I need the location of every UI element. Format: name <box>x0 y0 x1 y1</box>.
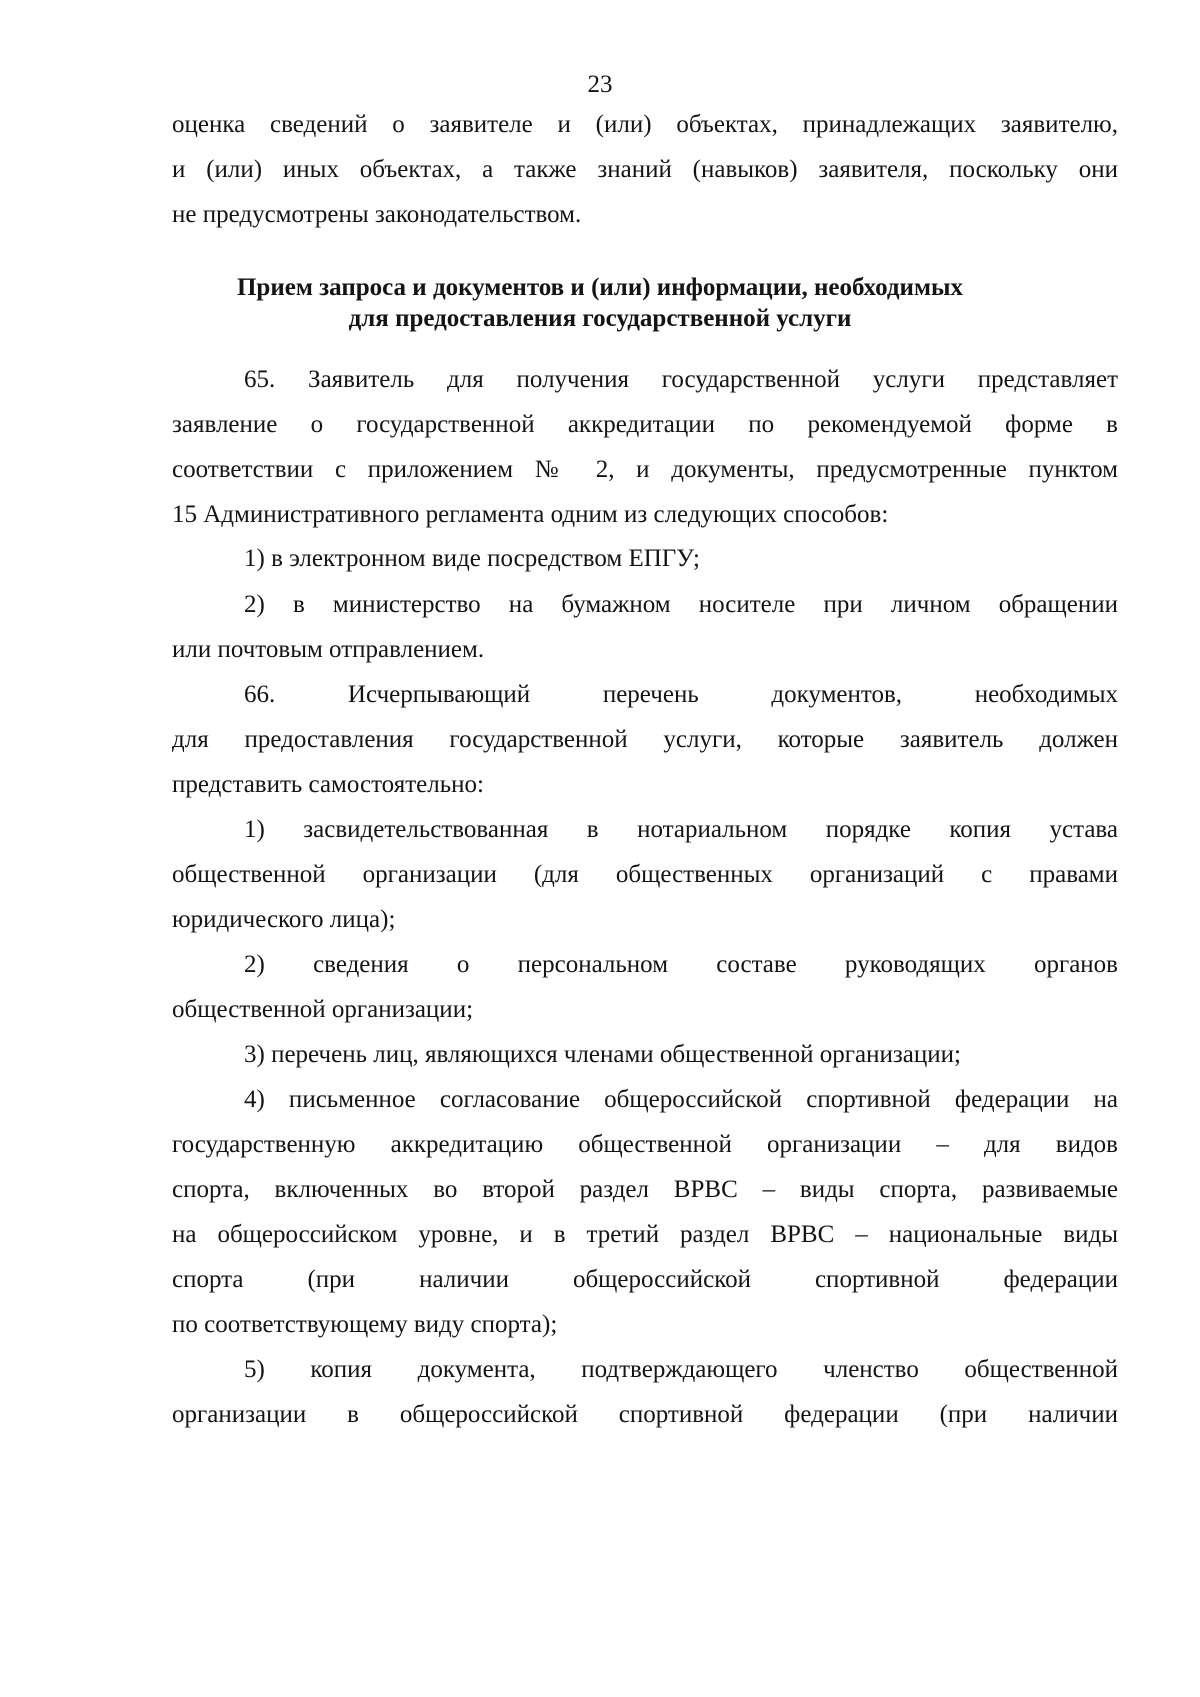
section-heading-line-2: для предоставления государственной услуги <box>348 305 852 332</box>
list-item-66-2-line-2: общественной организации; <box>172 996 474 1023</box>
section-heading-line-1: Прием запроса и документов и (или) информации, необходимых <box>236 274 963 301</box>
page-number: 23 <box>587 71 613 98</box>
list-item-66-3: 3) перечень лиц, являющихся членами общественной организации; <box>244 1041 961 1068</box>
intro-line-3: не предусмотрены законодательством. <box>172 201 582 228</box>
list-item-66-1-line-2: общественной организации (для общественных организаций с правами <box>172 861 1118 888</box>
paragraph-65-line-3: соответствии с приложением № 2, и документы, предусмотренные пунктом <box>172 456 1118 483</box>
paragraph-65-line-4: 15 Административного регламента одним из следующих способов: <box>172 501 889 528</box>
paragraph-66-line-2: для предоставления государственной услуги, которые заявитель должен <box>172 726 1118 753</box>
list-item-65-1: 1) в электронном виде посредством ЕПГУ; <box>244 545 700 572</box>
list-item-66-4-line-5: спорта (при наличии общероссийской спортивной федерации <box>172 1266 1118 1293</box>
intro-line-1: оценка сведений о заявителе и (или) объектах, принадлежащих заявителю, <box>172 111 1118 138</box>
list-item-66-4-line-1: 4) письменное согласование общероссийской спортивной федерации на <box>244 1086 1118 1113</box>
intro-line-2: и (или) иных объектах, а также знаний (навыков) заявителя, поскольку они <box>172 156 1118 183</box>
paragraph-65-line-1: 65. Заявитель для получения государственной услуги представляет <box>244 366 1118 393</box>
paragraph-66-line-3: представить самостоятельно: <box>172 771 484 798</box>
list-item-66-4-line-6: по соответствующему виду спорта); <box>172 1311 558 1338</box>
list-item-66-4-line-4: на общероссийском уровне, и в третий раздел ВРВС – национальные виды <box>172 1221 1118 1248</box>
paragraph-65-line-2: заявление о государственной аккредитации по рекомендуемой форме в <box>172 411 1118 438</box>
list-item-66-1-line-3: юридического лица); <box>172 906 396 933</box>
list-item-65-2-line-2: или почтовым отправлением. <box>172 636 485 663</box>
list-item-66-1-line-1: 1) засвидетельствованная в нотариальном порядке копия устава <box>244 816 1118 843</box>
list-item-66-5-line-2: организации в общероссийской спортивной федерации (при наличии <box>172 1401 1118 1428</box>
list-item-66-5-line-1: 5) копия документа, подтверждающего членство общественной <box>244 1356 1118 1383</box>
list-item-66-4-line-3: спорта, включенных во второй раздел ВРВС – виды спорта, развиваемые <box>172 1176 1118 1203</box>
list-item-66-4-line-2: государственную аккредитацию общественной организации – для видов <box>172 1131 1118 1158</box>
list-item-65-2-line-1: 2) в министерство на бумажном носителе при личном обращении <box>244 591 1118 618</box>
list-item-66-2-line-1: 2) сведения о персональном составе руководящих органов <box>244 951 1118 978</box>
paragraph-66-line-1: 66. Исчерпывающий перечень документов, необходимых <box>244 681 1118 708</box>
